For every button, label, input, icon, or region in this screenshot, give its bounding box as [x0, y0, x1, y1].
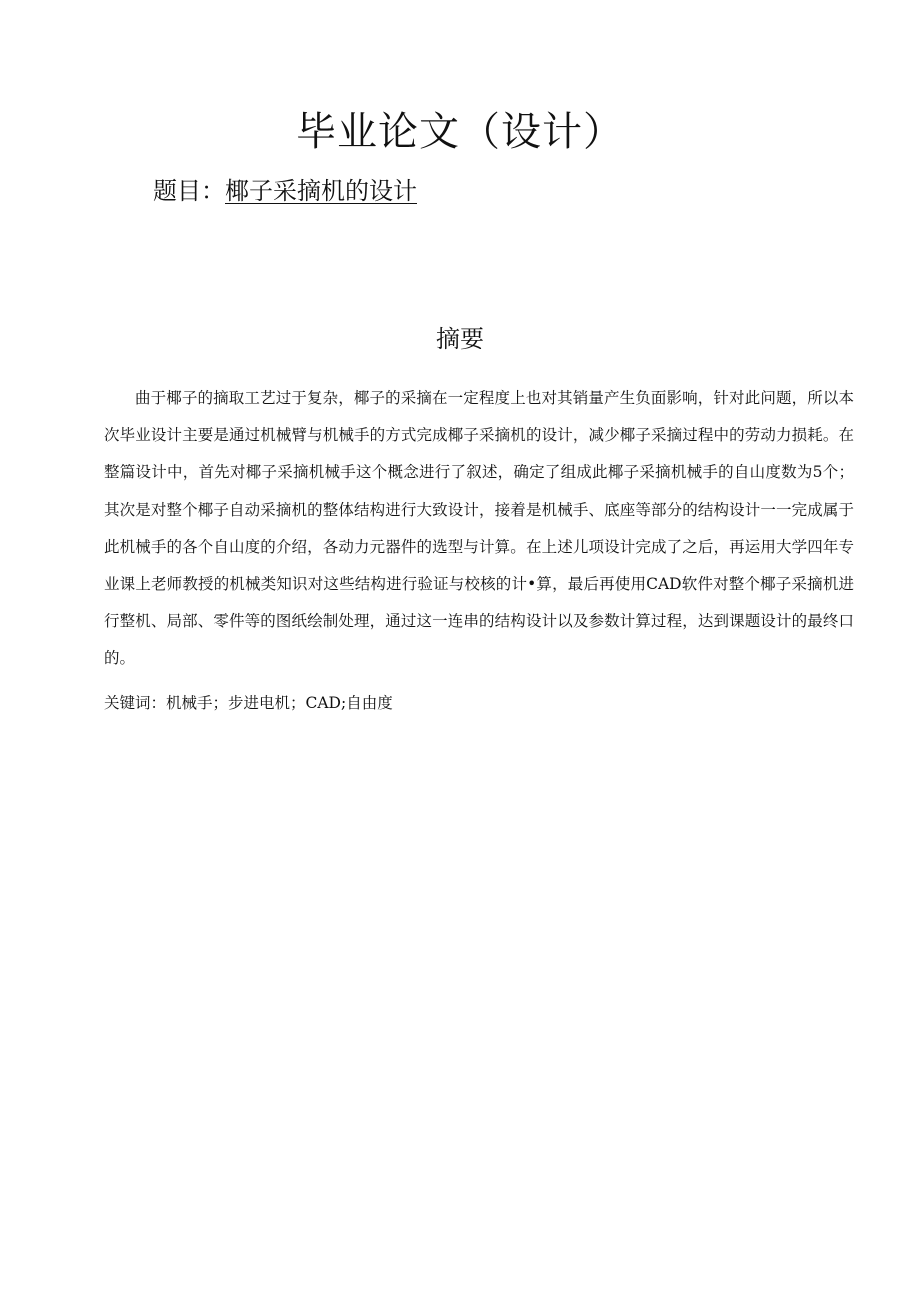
topic-line [153, 174, 417, 208]
topic-label: 题目： [153, 177, 225, 205]
topic-value: 椰子采摘机的设计 [225, 177, 417, 205]
keywords-line: 关键词：机械手；步进电机；CAD;自由度 [104, 694, 393, 712]
abstract-heading: 摘要 [436, 325, 484, 353]
abstract-body: 曲于椰子的摘取工艺过于复杂，椰子的采摘在一定程度上也对其销量产生负面影响，针对此问题，所以本次毕业设计主要是通过机械臂与机械手的方式完成椰子采摘机的设计，减少椰子采摘过程中的劳动力损耗。在整篇设计中，首先对椰子采摘机械手这个概念进行了叙述，确定了组成此椰子采摘机械手的自山度数为5个；其次是对整个椰子自动采摘机的整体结构进行大致设计，接着是机械手、底座等部分的结构设计一一完成属于此机械手的各个自山度的介绍，各动力元器件的选型与计算。在上述儿项设计完成了之后，再运用大学四年专业课上老师教授的机械类知识对这些结构进行验证与校核的计•算，最后再使用CAD软件对整个椰子采摘机进行整机、局部、零件等的图纸绘制处理，通过这一连串的结构设计以及参数计算过程，达到课题设计的最终口的。 [104, 389, 854, 668]
document-title: 毕业论文（设计） [296, 109, 624, 155]
